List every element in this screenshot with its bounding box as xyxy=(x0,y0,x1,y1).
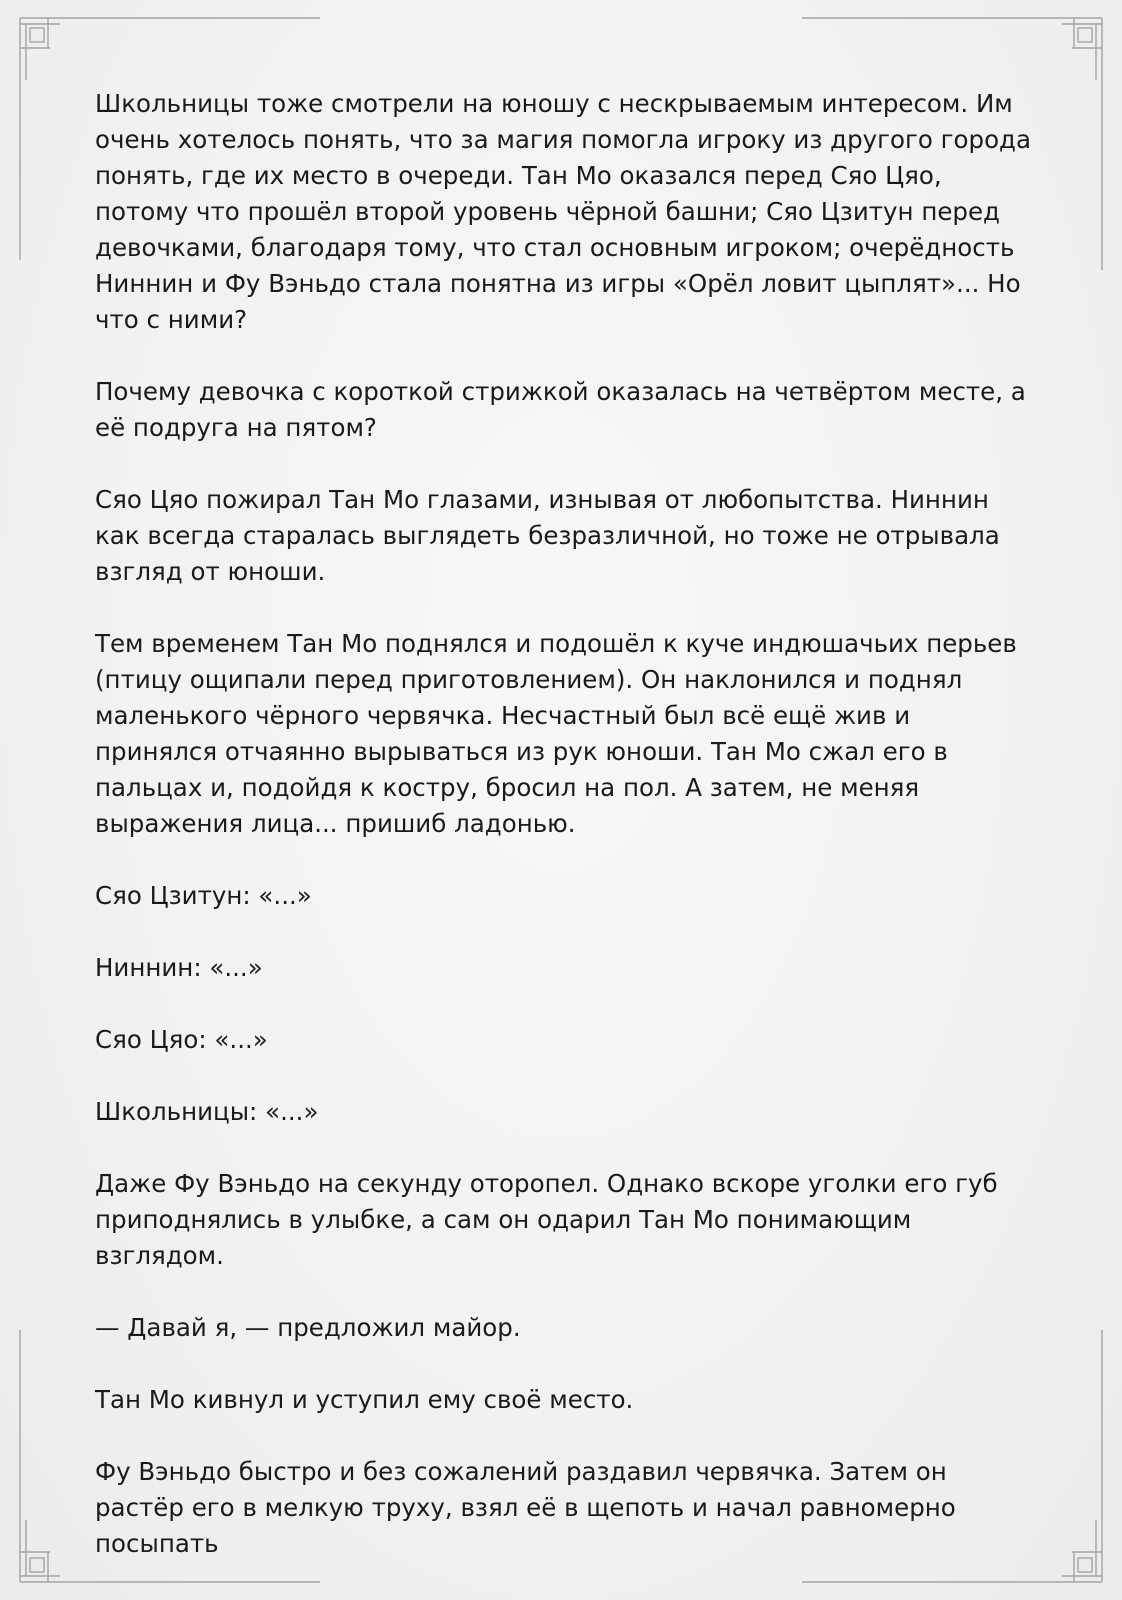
document-body xyxy=(95,86,1035,1562)
paragraph-10: — Давай я, — предложил майор. xyxy=(95,1313,521,1342)
paragraph-6: Ниннин: «...» xyxy=(95,953,263,982)
paragraph-12: Фу Вэньдо быстро и без сожалений раздавил червячка. Затем он растёр его в мелкую труху, взял её в щепоть и начал равномерно посыпать xyxy=(95,1457,956,1558)
paragraph-7: Сяо Цяо: «...» xyxy=(95,1025,268,1054)
paragraph-3: Сяо Цяо пожирал Тан Мо глазами, изнывая от любопытства. Ниннин как всегда старалась выглядеть безразличной, но тоже не отрывала взгляд от юноши. xyxy=(95,485,1000,586)
paragraph-5: Сяо Цзитун: «...» xyxy=(95,881,312,910)
paragraph-2: Почему девочка с короткой стрижкой оказалась на четвёртом месте, а её подруга на пятом? xyxy=(95,377,1026,442)
paragraph-9: Даже Фу Вэньдо на секунду оторопел. Однако вскоре уголки его губ приподнялись в улыбке, а сам он одарил Тан Мо понимающим взглядом. xyxy=(95,1169,998,1270)
paragraph-1: Школьницы тоже смотрели на юношу с нескрываемым интересом. Им очень хотелось понять, что за магия помогла игроку из другого города понять, где их место в очереди. Тан Мо оказался перед Сяо Цяо, потому что прошёл второй уровень чёрной башни; Сяо Цзитун перед девочками, благодаря тому, что стал основным игроком; очерёдность Ниннин и Фу Вэньдо стала понятна из игры «Орёл ловит цыплят»... Но что с ними? xyxy=(95,89,1032,334)
paragraph-8: Школьницы: «...» xyxy=(95,1097,319,1126)
paragraph-4: Тем временем Тан Мо поднялся и подошёл к куче индюшачьих перьев (птицу ощипали перед приготовлением). Он наклонился и поднял маленького чёрного червячка. Несчастный был всё ещё жив и принялся отчаянно вырываться из рук юноши. Тан Мо сжал его в пальцах и, подойдя к костру, бросил на пол. А затем, не меняя выражения лица... пришиб ладонью. xyxy=(95,629,1017,838)
paragraph-11: Тан Мо кивнул и уступил ему своё место. xyxy=(95,1385,634,1414)
